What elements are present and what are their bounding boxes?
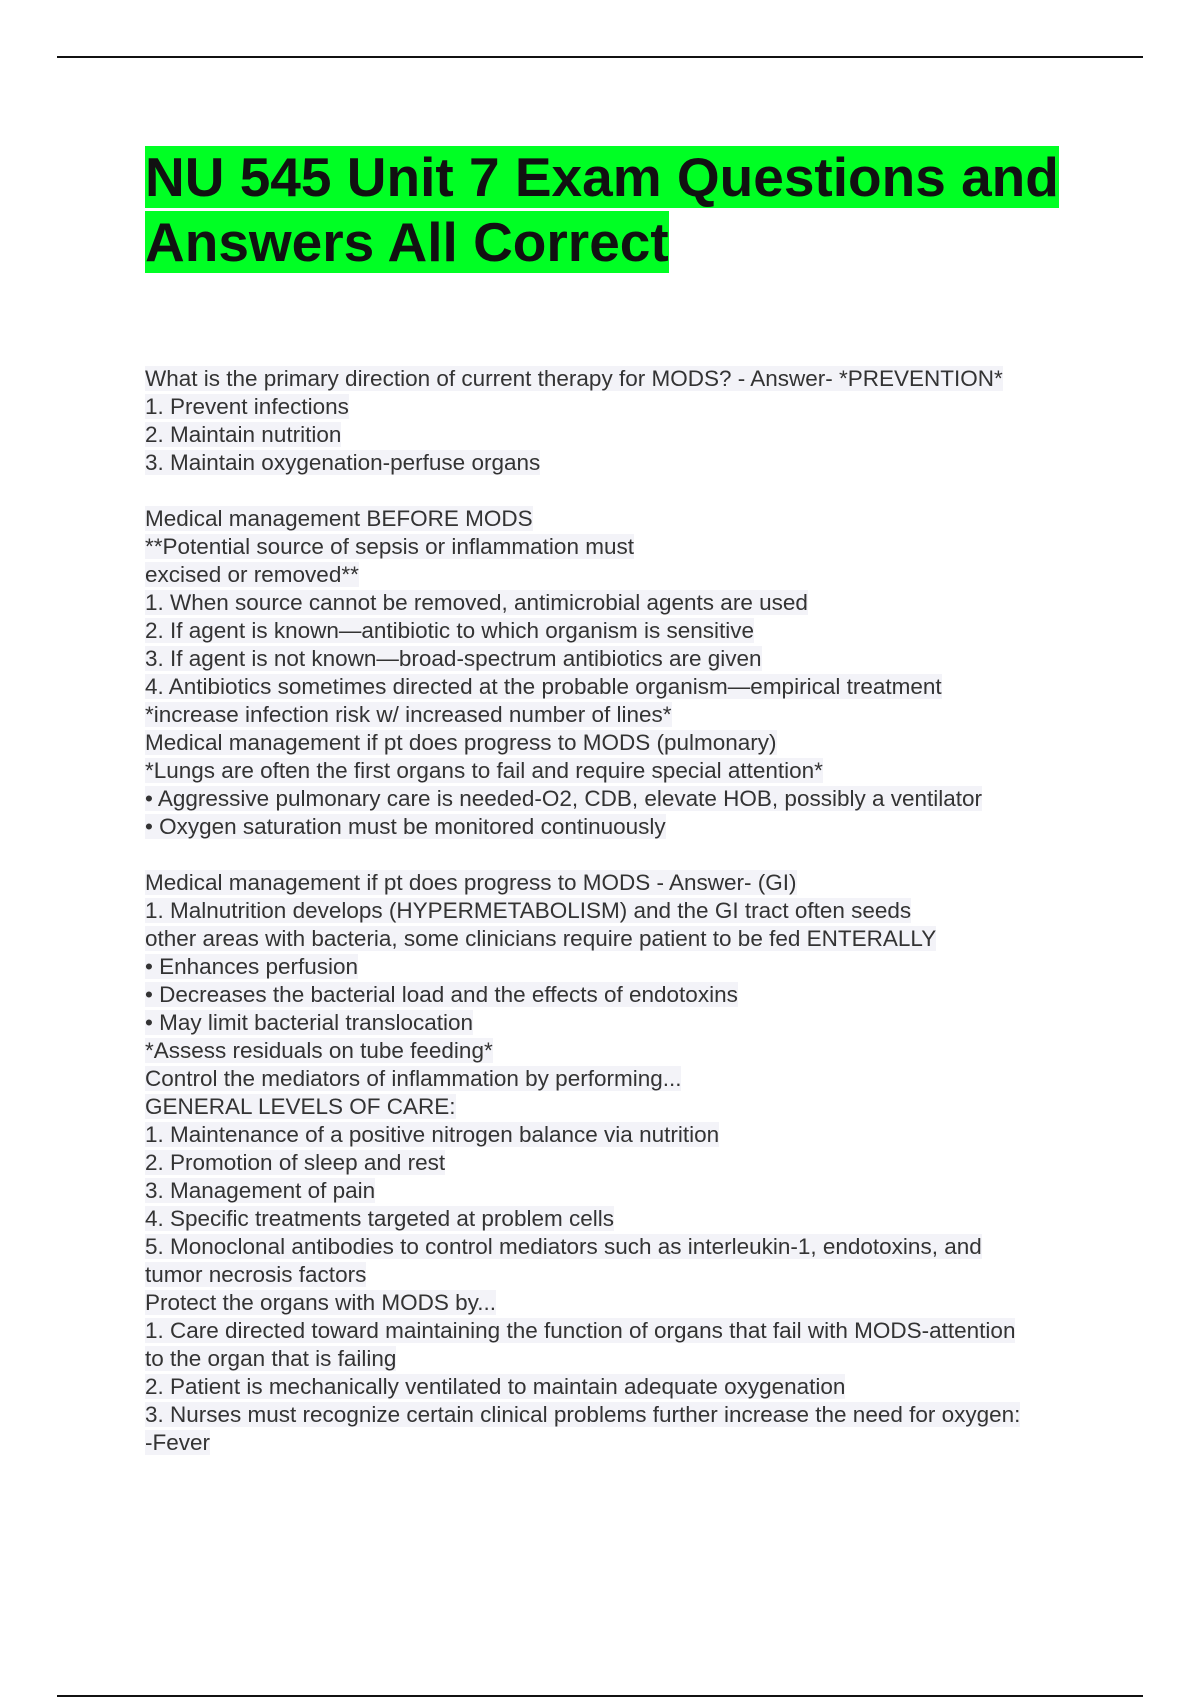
text-line: [145, 449, 1105, 477]
text-line-content: 1. Maintenance of a positive nitrogen balance via nutrition: [145, 1122, 720, 1147]
text-line-content: 1. Malnutrition develops (HYPERMETABOLISM) and the GI tract often seeds: [145, 898, 912, 923]
text-line: [145, 505, 1105, 533]
text-line-content: *Lungs are often the first organs to fail and require special attention*: [145, 758, 823, 783]
text-line: [145, 897, 1105, 925]
footer-rule: [57, 1695, 1143, 1697]
paragraph-gap: [145, 841, 1105, 869]
paragraph-gap: [145, 477, 1105, 505]
text-line-content: What is the primary direction of current therapy for MODS? - Answer- *PREVENTION*: [145, 366, 1003, 391]
text-line-content: 1. When source cannot be removed, antimicrobial agents are used: [145, 590, 808, 615]
text-line-content: **Potential source of sepsis or inflammation must: [145, 534, 634, 559]
text-line: [145, 365, 1105, 393]
text-line: [145, 1429, 1105, 1457]
text-line-content: 3. Nurses must recognize certain clinical problems further increase the need for oxygen:: [145, 1402, 1021, 1427]
text-line-content: to the organ that is failing: [145, 1346, 397, 1371]
text-line: [145, 1261, 1105, 1289]
text-line: [145, 1401, 1105, 1429]
text-line-content: • May limit bacterial translocation: [145, 1010, 473, 1035]
text-line-content: *increase infection risk w/ increased number of lines*: [145, 702, 672, 727]
text-line-content: 3. Management of pain: [145, 1178, 376, 1203]
header-rule: [57, 56, 1143, 58]
text-line-content: *Assess residuals on tube feeding*: [145, 1038, 493, 1063]
text-line: [145, 1345, 1105, 1373]
text-line: [145, 1009, 1105, 1037]
text-line: [145, 757, 1105, 785]
text-line: [145, 729, 1105, 757]
text-line: [145, 561, 1105, 589]
text-line-content: 1. Prevent infections: [145, 394, 349, 419]
text-line: [145, 1373, 1105, 1401]
text-line-content: GENERAL LEVELS OF CARE:: [145, 1094, 456, 1119]
text-line: [145, 617, 1105, 645]
text-line-content: • Decreases the bacterial load and the effects of endotoxins: [145, 982, 738, 1007]
document-title: [145, 145, 1105, 275]
text-line-content: Medical management if pt does progress to MODS (pulmonary): [145, 730, 777, 755]
text-line: [145, 421, 1105, 449]
text-line-content: Protect the organs with MODS by...: [145, 1290, 496, 1315]
text-line: [145, 1205, 1105, 1233]
text-line: [145, 813, 1105, 841]
text-line-content: 1. Care directed toward maintaining the function of organs that fail with MODS-attention: [145, 1318, 1016, 1343]
text-line: [145, 1121, 1105, 1149]
text-line-content: 3. Maintain oxygenation-perfuse organs: [145, 450, 541, 475]
text-line: [145, 981, 1105, 1009]
text-line-content: 2. Maintain nutrition: [145, 422, 342, 447]
title-line-1: NU 545 Unit 7 Exam Questions and: [145, 146, 1059, 208]
text-line-content: tumor necrosis factors: [145, 1262, 367, 1287]
text-line: [145, 1065, 1105, 1093]
text-line: [145, 393, 1105, 421]
text-line-content: excised or removed**: [145, 562, 359, 587]
text-line-content: 3. If agent is not known—broad-spectrum antibiotics are given: [145, 646, 762, 671]
text-line: [145, 589, 1105, 617]
text-line: [145, 533, 1105, 561]
text-line-content: -Fever: [145, 1430, 211, 1455]
text-line-content: 2. Patient is mechanically ventilated to maintain adequate oxygenation: [145, 1374, 846, 1399]
text-line-content: Medical management if pt does progress to MODS - Answer- (GI): [145, 870, 797, 895]
text-line-content: • Oxygen saturation must be monitored continuously: [145, 814, 666, 839]
text-line-content: 5. Monoclonal antibodies to control mediators such as interleukin-1, endotoxins, and: [145, 1234, 982, 1259]
text-line-content: • Enhances perfusion: [145, 954, 359, 979]
text-line-content: 2. If agent is known—antibiotic to which organism is sensitive: [145, 618, 755, 643]
text-line: [145, 953, 1105, 981]
title-line-2: Answers All Correct: [145, 211, 669, 273]
text-line: [145, 1289, 1105, 1317]
text-line: [145, 645, 1105, 673]
text-line: [145, 1149, 1105, 1177]
text-line: [145, 869, 1105, 897]
text-line-content: Medical management BEFORE MODS: [145, 506, 533, 531]
text-line: [145, 1317, 1105, 1345]
text-line-content: other areas with bacteria, some clinicians require patient to be fed ENTERALLY: [145, 926, 937, 951]
document-body: [145, 365, 1105, 1457]
text-line: [145, 1233, 1105, 1261]
text-line: [145, 1037, 1105, 1065]
text-line: [145, 925, 1105, 953]
text-line-content: 4. Antibiotics sometimes directed at the probable organism—empirical treatment: [145, 674, 942, 699]
text-line-content: 2. Promotion of sleep and rest: [145, 1150, 446, 1175]
text-line-content: Control the mediators of inflammation by performing...: [145, 1066, 682, 1091]
text-line-content: • Aggressive pulmonary care is needed-O2, CDB, elevate HOB, possibly a ventilator: [145, 786, 983, 811]
text-line: [145, 1093, 1105, 1121]
text-line: [145, 785, 1105, 813]
text-line-content: 4. Specific treatments targeted at problem cells: [145, 1206, 614, 1231]
text-line: [145, 1177, 1105, 1205]
text-line: [145, 701, 1105, 729]
text-line: [145, 673, 1105, 701]
